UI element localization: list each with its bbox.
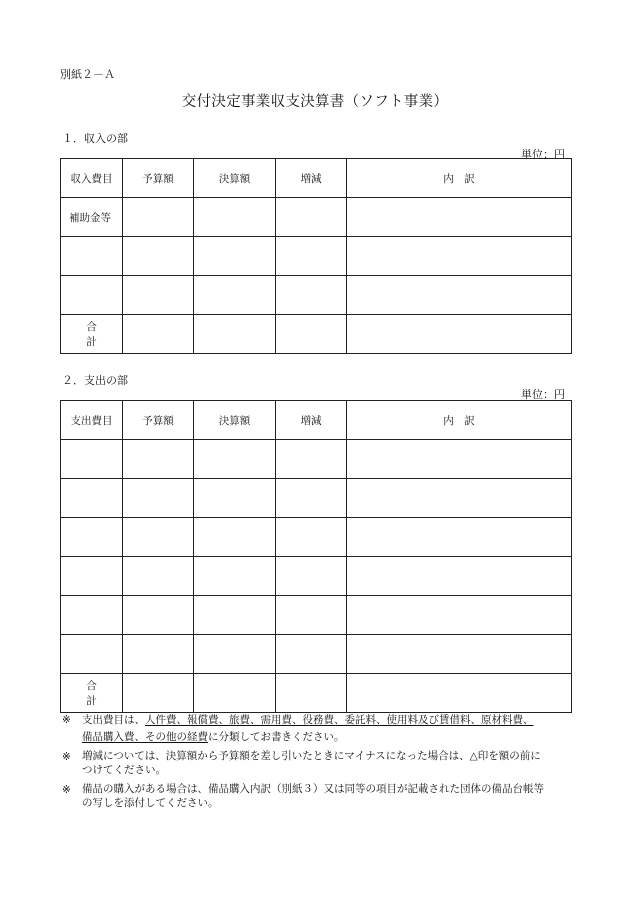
table-row — [61, 276, 572, 315]
settlement-cell[interactable] — [194, 440, 276, 479]
total-label: 合 計 — [61, 674, 123, 713]
settlement-cell[interactable] — [194, 237, 276, 276]
change-cell[interactable] — [276, 198, 347, 237]
total-budget-cell[interactable] — [123, 315, 194, 354]
breakdown-cell[interactable] — [347, 237, 572, 276]
breakdown-cell[interactable] — [347, 596, 572, 635]
income-table — [60, 158, 572, 354]
note-change-column — [62, 749, 582, 777]
header-cell: 増減 — [276, 159, 347, 198]
income-section-heading: １．収入の部 — [62, 132, 128, 145]
row-label-cell[interactable] — [61, 440, 123, 479]
budget-cell[interactable] — [123, 198, 194, 237]
note-text-lead: 支出費目は、 — [82, 714, 145, 726]
row-label-cell[interactable] — [61, 518, 123, 557]
expense-unit-label: 単位：円 — [521, 388, 565, 401]
change-cell[interactable] — [276, 635, 347, 674]
note-text — [82, 749, 582, 777]
note-text — [82, 712, 582, 746]
expense-table — [60, 400, 572, 713]
expense-section-heading: ２．支出の部 — [62, 374, 128, 387]
header-cell: 決算額 — [194, 159, 276, 198]
header-cell: 内 訳 — [347, 159, 572, 198]
header-cell: 収入費目 — [61, 159, 123, 198]
table-row — [61, 635, 572, 674]
breakdown-cell[interactable] — [347, 557, 572, 596]
total-budget-cell[interactable] — [123, 674, 194, 713]
row-label-cell[interactable]: 補助金等 — [61, 198, 123, 237]
change-cell[interactable] — [276, 276, 347, 315]
budget-cell[interactable] — [123, 596, 194, 635]
budget-cell[interactable] — [123, 635, 194, 674]
note-text-line: の写しを添付してください。 — [82, 797, 219, 809]
settlement-cell[interactable] — [194, 596, 276, 635]
note-expense-categories — [62, 712, 582, 746]
total-label: 合 計 — [61, 315, 123, 354]
settlement-cell[interactable] — [194, 557, 276, 596]
row-label-cell[interactable] — [61, 237, 123, 276]
table-row — [61, 518, 572, 557]
note-text-line: つけてください。 — [82, 764, 166, 776]
header-cell: 増減 — [276, 401, 347, 440]
row-label-cell[interactable] — [61, 276, 123, 315]
breakdown-cell[interactable] — [347, 198, 572, 237]
note-text-categories: 人件費、報償費、旅費、需用費、役務費、委託料、使用料及び賃借料、原材料費、 — [145, 714, 534, 726]
total-change-cell[interactable] — [276, 674, 347, 713]
table-row — [61, 198, 572, 237]
header-cell: 決算額 — [194, 401, 276, 440]
table-row — [61, 479, 572, 518]
row-label-cell[interactable] — [61, 479, 123, 518]
change-cell[interactable] — [276, 557, 347, 596]
header-cell: 内 訳 — [347, 401, 572, 440]
change-cell[interactable] — [276, 518, 347, 557]
total-breakdown-cell[interactable] — [347, 674, 572, 713]
income-header-row — [61, 159, 572, 198]
note-text-tail: に分類してお書きください。 — [208, 731, 345, 743]
expense-header-row — [61, 401, 572, 440]
total-row — [61, 315, 572, 354]
note-equipment-purchase — [62, 782, 582, 810]
note-text-line: 備品の購入がある場合は、備品購入内訳（別紙３）又は同等の項目が記載された団体の備品台帳等 — [82, 783, 544, 795]
header-cell: 予算額 — [123, 401, 194, 440]
settlement-cell[interactable] — [194, 518, 276, 557]
note-text — [82, 782, 582, 810]
budget-cell[interactable] — [123, 237, 194, 276]
income-unit-label: 単位：円 — [521, 148, 565, 161]
change-cell[interactable] — [276, 596, 347, 635]
total-breakdown-cell[interactable] — [347, 315, 572, 354]
note-text-line: 増減については、決算額から予算額を差し引いたときにマイナスになった場合は、△印を額の前に — [82, 750, 541, 762]
breakdown-cell[interactable] — [347, 635, 572, 674]
budget-cell[interactable] — [123, 479, 194, 518]
settlement-cell[interactable] — [194, 479, 276, 518]
total-row — [61, 674, 572, 713]
table-row — [61, 237, 572, 276]
document-title: 交付決定事業収支決算書（ソフト事業） — [181, 94, 449, 110]
total-settlement-cell[interactable] — [194, 315, 276, 354]
total-change-cell[interactable] — [276, 315, 347, 354]
attachment-label: 別紙２－Ａ — [60, 68, 115, 81]
table-row — [61, 557, 572, 596]
breakdown-cell[interactable] — [347, 518, 572, 557]
budget-cell[interactable] — [123, 440, 194, 479]
breakdown-cell[interactable] — [347, 479, 572, 518]
breakdown-cell[interactable] — [347, 440, 572, 479]
change-cell[interactable] — [276, 479, 347, 518]
note-mark: ※ — [62, 751, 71, 763]
change-cell[interactable] — [276, 237, 347, 276]
header-cell: 予算額 — [123, 159, 194, 198]
breakdown-cell[interactable] — [347, 276, 572, 315]
budget-cell[interactable] — [123, 518, 194, 557]
header-cell: 支出費目 — [61, 401, 123, 440]
budget-cell[interactable] — [123, 557, 194, 596]
table-row — [61, 440, 572, 479]
table-row — [61, 596, 572, 635]
row-label-cell[interactable] — [61, 635, 123, 674]
settlement-cell[interactable] — [194, 635, 276, 674]
settlement-cell[interactable] — [194, 276, 276, 315]
notes — [62, 712, 582, 810]
row-label-cell[interactable] — [61, 557, 123, 596]
note-mark: ※ — [62, 784, 71, 796]
total-settlement-cell[interactable] — [194, 674, 276, 713]
note-text-categories-cont: 備品購入費、その他の経費 — [82, 731, 208, 743]
row-label-cell[interactable] — [61, 596, 123, 635]
budget-cell[interactable] — [123, 276, 194, 315]
note-mark: ※ — [62, 714, 71, 726]
settlement-cell[interactable] — [194, 198, 276, 237]
change-cell[interactable] — [276, 440, 347, 479]
